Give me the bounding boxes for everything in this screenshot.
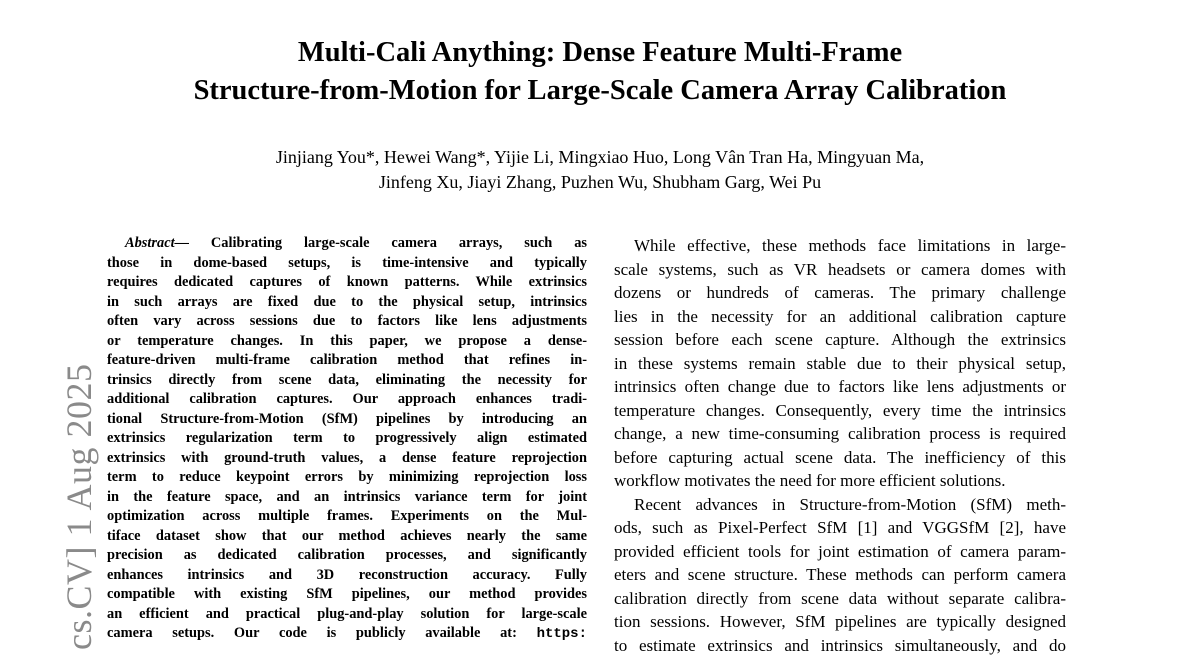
intro-column: [614, 234, 1066, 657]
abstract-line: additional calibration captures. Our approach enhances tradi-: [107, 390, 587, 410]
abstract-first-line-text: Calibrating large-scale camera arrays, such as: [189, 235, 587, 251]
abstract: [107, 234, 587, 644]
body-line: change, a new time-consuming calibration process is required: [614, 422, 1066, 446]
author-list: [0, 145, 1200, 195]
abstract-line: extrinsics with ground-truth values, a dense feature reprojection: [107, 449, 587, 469]
body-line: to estimate extrinsics and intrinsics simultaneously, and do: [614, 634, 1066, 657]
abstract-line: compatible with existing SfM pipelines, our method provides: [107, 585, 587, 605]
body-line: provided efficient tools for joint estimation of camera param-: [614, 540, 1066, 564]
authors-line-1: Jinjiang You*, Hewei Wang*, Yijie Li, Mingxiao Huo, Long Vân Tran Ha, Mingyuan Ma,: [0, 145, 1200, 170]
body-line: While effective, these methods face limitations in large-: [614, 234, 1066, 258]
abstract-line: in the feature space, and an intrinsics variance term for joint: [107, 488, 587, 508]
body-line: ods, such as Pixel-Perfect SfM [1] and VGGSfM [2], have: [614, 516, 1066, 540]
abstract-line: [107, 624, 587, 644]
abstract-line: feature-driven multi-frame calibration method that refines in-: [107, 351, 587, 371]
title-line-2: Structure-from-Motion for Large-Scale Camera Array Calibration: [0, 72, 1200, 110]
abstract-line: [107, 234, 587, 254]
abstract-line: tiface dataset show that our method achieves nearly the same: [107, 527, 587, 547]
body-line: tion sessions. However, SfM pipelines are typically designed: [614, 610, 1066, 634]
body-line: calibration directly from scene data without separate calibra-: [614, 587, 1066, 611]
body-line: workflow motivates the need for more efficient solutions.: [614, 469, 1066, 493]
paper-title: [0, 34, 1200, 110]
abstract-line: requires dedicated captures of known patterns. While extrinsics: [107, 273, 587, 293]
body-line: lies in the necessity for an additional calibration capture: [614, 305, 1066, 329]
abstract-line: extrinsics regularization term to progressively align estimated: [107, 429, 587, 449]
abstract-line: in such arrays are fixed due to the physical setup, intrinsics: [107, 293, 587, 313]
abstract-label: Abstract—: [125, 235, 189, 251]
abstract-line: trinsics directly from scene data, eliminating the necessity for: [107, 371, 587, 391]
body-line: scale systems, such as VR headsets or camera domes with: [614, 258, 1066, 282]
title-line-1: Multi-Cali Anything: Dense Feature Multi-Frame: [0, 34, 1200, 72]
body-line: before capturing actual scene data. The inefficiency of this: [614, 446, 1066, 470]
body-line: eters and scene structure. These methods can perform camera: [614, 563, 1066, 587]
body-line: temperature changes. Consequently, every time the intrinsics: [614, 399, 1066, 423]
authors-line-2: Jinfeng Xu, Jiayi Zhang, Puzhen Wu, Shubham Garg, Wei Pu: [0, 170, 1200, 195]
abstract-last-line-text: camera setups. Our code is publicly available at:: [107, 625, 537, 641]
arxiv-stamp: cs.CV] 1 Aug 2025: [58, 364, 100, 651]
abstract-line: or temperature changes. In this paper, we propose a dense-: [107, 332, 587, 352]
abstract-line: often vary across sessions due to factors like lens adjustments: [107, 312, 587, 332]
abstract-line: enhances intrinsics and 3D reconstruction accuracy. Fully: [107, 566, 587, 586]
body-line: session before each scene capture. Although the extrinsics: [614, 328, 1066, 352]
body-line: dozens or hundreds of cameras. The primary challenge: [614, 281, 1066, 305]
code-link[interactable]: https:: [537, 626, 587, 642]
body-line: in these systems remain stable due to their physical setup,: [614, 352, 1066, 376]
abstract-line: tional Structure-from-Motion (SfM) pipelines by introducing an: [107, 410, 587, 430]
abstract-line: an efficient and practical plug-and-play solution for large-scale: [107, 605, 587, 625]
body-line: Recent advances in Structure-from-Motion (SfM) meth-: [614, 493, 1066, 517]
abstract-line: optimization across multiple frames. Experiments on the Mul-: [107, 507, 587, 527]
abstract-line: term to reduce keypoint errors by minimizing reprojection loss: [107, 468, 587, 488]
abstract-line: those in dome-based setups, is time-intensive and typically: [107, 254, 587, 274]
body-line: intrinsics often change due to factors like lens adjustments or: [614, 375, 1066, 399]
abstract-line: precision as dedicated calibration processes, and significantly: [107, 546, 587, 566]
